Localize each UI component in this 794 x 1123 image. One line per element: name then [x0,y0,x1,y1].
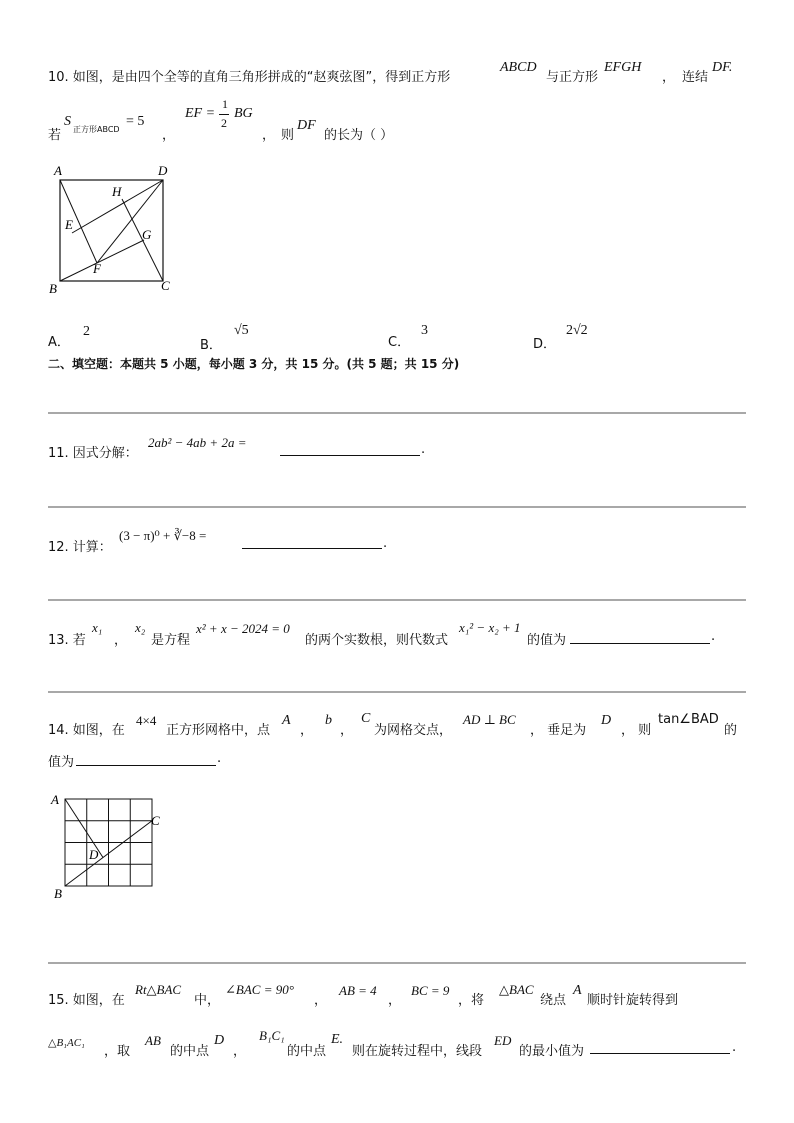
divider-5 [48,962,746,964]
q10-square-efgh: EFGH [604,60,642,75]
q15-point-d: D [214,1033,225,1048]
q10-frac-num: 1 [222,97,228,111]
q15-t3: 绕点 [540,993,567,1008]
q10-option-c-value: 3 [421,323,428,338]
q15-t8: 的中点 [287,1044,327,1059]
q10-s: S [64,114,71,129]
q12-label: 12. 计算： [48,540,112,555]
q14-perpendicular: AD ⊥ BC [463,712,516,727]
q10-ef: EF = [185,106,216,121]
q15-t2: ，将 [458,993,485,1008]
q15-t1: 中， [194,993,221,1008]
fig10-label-h: H [112,184,122,199]
q10-option-c-letter: C． [388,335,411,350]
q14-point-d: D [601,713,612,728]
q15-bc-length: BC = 9 [411,983,450,998]
fig10-label-c: C [161,278,170,293]
q14-tan: tan∠BAD [658,712,719,727]
fig14-label-b: B [54,886,62,901]
q15-triangle: △BAC [499,982,534,997]
q11-end: . [421,442,426,457]
q14-end: . [217,751,222,766]
q10-option-b-letter: B． [200,338,222,353]
q14-t2: 为网格交点， [374,723,453,738]
q10-option-b-value: √5 [234,323,249,338]
q10-s-value: = 5 [126,114,145,129]
q15-ed: ED [494,1033,512,1048]
q15-t10: 的最小值为 [519,1044,585,1059]
q14-point-a: A [282,713,291,728]
divider-2 [48,506,746,508]
fig10-label-f: F [93,261,101,276]
q14-t4: ， 则 [621,723,652,738]
q11-answer-blank[interactable] [280,455,420,456]
q14-comma1: ， [300,723,314,738]
q11-label: 11. 因式分解： [48,446,138,461]
q13-x2: x₂ [135,620,146,635]
q14-label: 14. 如图，在 [48,723,125,738]
q15-rt-triangle: Rt△BAC [135,982,182,997]
q15-answer-blank[interactable] [590,1053,730,1054]
q15-t5: ，取 [104,1044,131,1059]
q14-comma2: ， [340,723,354,738]
fig10-label-e: E [65,217,73,232]
q15-label: 15. 如图，在 [48,993,125,1008]
divider-3 [48,599,746,601]
q14-t1: 正方形网格中，点 [166,723,271,738]
q10-bg: BG [234,106,253,121]
q10-prefix: 10. 如图，是由四个全等的直角三角形拼成的“赵爽弦图”，得到正方形 [48,70,451,85]
q13-t1: 是方程 [151,633,191,648]
q10-option-d-value: 2√2 [566,323,588,338]
q15-t7: ， [233,1044,247,1059]
q13-expression: x₁² − x₂ + 1 [459,620,521,635]
q15-ab-length: AB = 4 [339,983,377,998]
segment-d-f [97,180,163,263]
q15-rotated-triangle: △B₁AC₁ [48,1037,85,1049]
divider-1 [48,412,746,414]
q10-option-a-value: 2 [83,324,90,339]
divider-4 [48,691,746,693]
q10-ze: 则 [281,128,295,143]
q14-line2: 值为 [48,755,75,770]
q13-answer-blank[interactable] [570,643,710,644]
q10-frac-bar [219,114,229,115]
q14-point-b: b [325,713,332,728]
q15-comma2: ， [388,993,402,1008]
q15-end: . [732,1040,737,1055]
q13-label: 13. 若 [48,633,86,648]
q10-comma3: ， [262,128,276,143]
q15-point-a: A [573,983,582,998]
q14-point-c: C [361,711,371,726]
q13-comma: ， [114,633,128,648]
q13-end: . [711,629,716,644]
q15-point-e: E. [331,1032,344,1047]
q10-square-abcd: ABCD [500,60,537,75]
q14-answer-blank[interactable] [76,765,216,766]
q15-comma1: ， [314,993,328,1008]
q15-ab: AB [145,1033,161,1048]
q10-connect: 连结 [682,70,709,85]
q13-t3: 的值为 [527,633,567,648]
q10-s-subscript: 正方形ABCD [73,125,120,134]
fig10-label-a: A [54,163,62,178]
fig14-label-c: C [151,813,160,828]
fig10-label-b: B [49,281,57,296]
q14-grid-size: 4×4 [136,713,157,728]
q13-x1: x₁ [92,620,103,635]
q10-df2: DF [297,118,316,133]
segment-b-g [60,240,144,281]
q10-ruo: 若 [48,128,62,143]
q12-expression: (3 − π)⁰ + ∛−8 = [119,528,207,543]
section-2-title: 二、填空题：本题共 5 小题，每小题 3 分，共 15 分。(共 5 题；共 15 分) [48,357,460,371]
fig14-label-d: D [89,847,99,862]
q10-frac-den: 2 [221,116,227,130]
q12-answer-blank[interactable] [242,548,382,549]
q14-t3: ， 垂足为 [530,723,587,738]
q10-option-a-letter: A． [48,335,70,350]
q10-df: DF. [712,60,733,75]
fig10-label-d: D [158,163,168,178]
zhao-shuang-figure [44,160,184,300]
q14-t5: 的 [724,723,738,738]
q10-option-d-letter: D． [533,337,557,352]
grid-figure-4x4 [48,790,178,905]
q15-angle: ∠BAC = 90° [225,982,294,997]
q12-end: . [383,536,388,551]
q10-comma: ， [662,70,676,85]
q10-tail: 的长为（ ） [324,128,394,143]
q15-t6: 的中点 [170,1044,210,1059]
q10-mid-text: 与正方形 [546,70,599,85]
q10-comma2: ， [162,128,176,143]
q15-b1c1: B₁C₁ [259,1028,285,1043]
q13-equation: x² + x − 2024 = 0 [196,621,290,636]
q15-t9: 则在旋转过程中，线段 [352,1044,483,1059]
fig10-label-g: G [142,227,152,242]
q15-t4: 顺时针旋转得到 [587,993,679,1008]
q11-expression: 2ab² − 4ab + 2a = [148,435,247,450]
fig14-label-a: A [51,792,59,807]
q13-t2: 的两个实数根，则代数式 [305,633,449,648]
